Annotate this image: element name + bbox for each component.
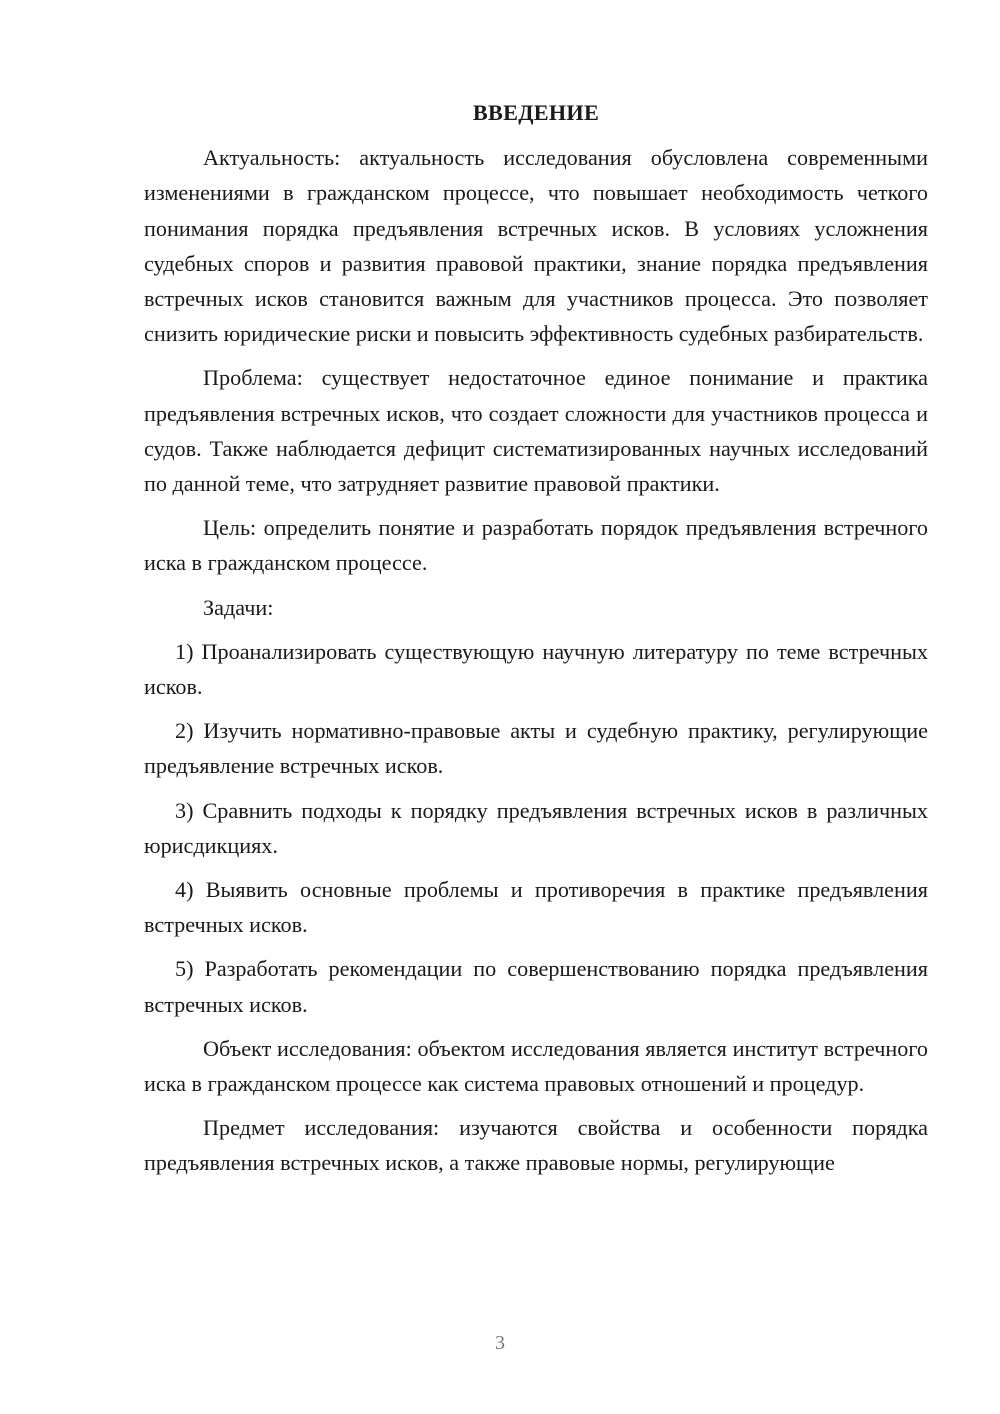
task-item: 2) Изучить нормативно-правовые акты и судебную практику, регулирующие предъявление встречных исков. (144, 718, 928, 779)
relevance-paragraph: Актуальность: актуальность исследования обусловлена современными изменениями в гражданском процессе, что повышает необходимость четкого понимания порядка предъявления встречных исков. В условиях усложнения судебных споров и развития правовой практики, знание порядка предъявления встречных исков становится важным для участников процесса. Это позволяет снизить юридические риски и повысить эффективность судебных разбирательств. (144, 145, 928, 347)
object-paragraph: Объект исследования: объектом исследования является институт встречного иска в гражданском процессе как система правовых отношений и процедур. (144, 1035, 928, 1097)
section-title: ВВЕДЕНИЕ (472, 100, 600, 125)
problem-paragraph: Проблема: существует недостаточное единое понимание и практика предъявления встречных исков, что создает сложности для участников процесса и судов. Также наблюдается дефицит систематизированных научных исследований по данной теме, что затрудняет развитие правовой практики. (144, 365, 928, 497)
goal-paragraph: Цель: определить понятие и разработать порядок предъявления встречного иска в гражданском процессе. (144, 515, 928, 576)
tasks-heading: Задачи: (203, 594, 274, 620)
page-number: 3 (495, 1332, 505, 1354)
task-item: 1) Проанализировать существующую научную литературу по теме встречных исков. (144, 638, 928, 700)
page-content (144, 95, 928, 1181)
task-item: 4) Выявить основные проблемы и противоречия в практике предъявления встречных исков. (144, 877, 928, 938)
task-item: 5) Разработать рекомендации по совершенствованию порядка предъявления встречных исков. (144, 956, 928, 1017)
subject-paragraph: Предмет исследования: изучаются свойства и особенности порядка предъявления встречных исков, а также правовые нормы, регулирующие (144, 1115, 928, 1176)
task-item: 3) Сравнить подходы к порядку предъявления встречных исков в различных юрисдикциях. (144, 797, 928, 858)
